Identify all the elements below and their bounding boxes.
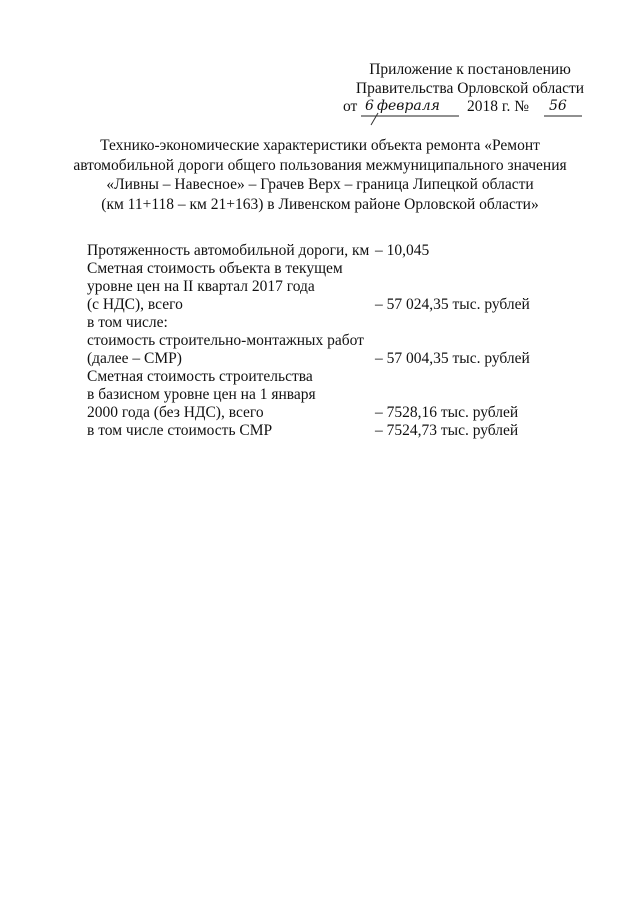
year-number-label: 2018 г. № bbox=[467, 98, 530, 115]
current-cost-label: Сметная стоимость объекта в текущем bbox=[87, 260, 343, 277]
handwritten-day: 6 bbox=[365, 98, 374, 114]
base-cost-label: в базисном уровне цен на 1 января bbox=[87, 386, 316, 403]
title-line: автомобильной дороги общего пользования межмуниципального значения bbox=[73, 156, 567, 174]
pen-mark bbox=[368, 112, 382, 126]
construction-works-label: стоимость строительно-монтажных работ bbox=[87, 332, 364, 349]
road-length-value: – 10,045 bbox=[375, 242, 430, 259]
number-underline bbox=[544, 115, 582, 118]
date-from-prefix: от bbox=[343, 98, 358, 115]
base-cost-label: Сметная стоимость строительства bbox=[87, 368, 313, 385]
document-title bbox=[60, 136, 580, 214]
handwritten-month: февраля bbox=[377, 98, 440, 114]
construction-works-value: – 57 004,35 тыс. рублей bbox=[375, 350, 530, 367]
road-length-label: Протяженность автомобильной дороги, км bbox=[87, 242, 370, 259]
current-cost-label: (с НДС), всего bbox=[87, 296, 183, 313]
title-line: (км 11+118 – км 21+163) в Ливенском районе Орловской области» bbox=[101, 195, 539, 213]
base-cost-label: 2000 года (без НДС), всего bbox=[87, 404, 264, 421]
construction-works-label: (далее – СМР) bbox=[87, 350, 182, 367]
construction-works-label: в том числе: bbox=[87, 314, 168, 331]
header-government-line: Правительства Орловской области bbox=[355, 80, 585, 97]
current-cost-value: – 57 024,35 тыс. рублей bbox=[375, 296, 530, 313]
current-cost-label: уровне цен на II квартал 2017 года bbox=[87, 278, 315, 295]
base-smr-cost-value: – 7524,73 тыс. рублей bbox=[375, 422, 519, 439]
handwritten-number: 56 bbox=[549, 98, 567, 114]
base-cost-value: – 7528,16 тыс. рублей bbox=[375, 404, 519, 421]
title-line: Технико-экономические характеристики объекта ремонта «Ремонт bbox=[100, 137, 540, 154]
header-date-number-line bbox=[343, 98, 603, 120]
title-line: «Ливны – Навесное» – Грачев Верх – граница Липецкой области bbox=[106, 176, 534, 193]
base-smr-cost-label: в том числе стоимость СМР bbox=[87, 422, 273, 439]
header-appendix-line: Приложение к постановлению bbox=[369, 61, 571, 78]
